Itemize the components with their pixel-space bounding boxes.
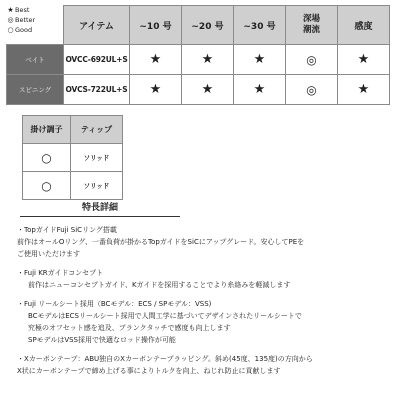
feature-text: SPモデルはVSS採用で快適なロッド操作が可能 [28,336,176,344]
double-circle-icon: ◎ [286,45,338,75]
legend-label: Good [15,26,33,34]
star-icon: ★ [234,75,286,105]
features-title: 特長詳細 [20,202,180,217]
circle-icon: ○ [23,172,71,200]
circle-icon: ○ [23,144,71,172]
feature-text: X状にカーボンテープで締め上げる事によりトルクを向上、ねじれ防止に貢献します [17,367,281,375]
star-icon: ★ [130,45,182,75]
star-icon: ★ [7,6,14,14]
features-list [17,224,397,384]
feature-heading: ・Xカーボンテープ：ABU独自のXカーボンテープラッピング。斜め(45度、135度)の方向から [17,355,313,363]
row-type: ベイト [7,45,64,75]
legend-item [6,15,35,25]
table-row [7,75,390,105]
header-30: ~30 号 [234,6,286,45]
legend-label: Best [15,6,30,14]
star-icon: ★ [338,45,390,75]
feature-text: 前作はオールOリング、一番負荷が掛かるTopガイドをSiCにアップグレード。安心してPEを [17,238,305,246]
header-deep-current [286,6,338,45]
legend-item [6,5,35,15]
feature-text: 究極のオフセット感を追及、ブランクタッチで感度も向上します [28,324,231,332]
feature-heading: ・Fuji KRガイドコンセプト [17,269,104,277]
feature-item [17,224,397,260]
tip-value: ソリッド [71,172,123,200]
rating-table-header [7,6,390,45]
star-icon: ★ [182,75,234,105]
feature-item [17,298,397,346]
star-icon: ★ [338,75,390,105]
tip-value: ソリッド [71,144,123,172]
header-10: ~10 号 [130,6,182,45]
feature-item [17,267,397,291]
header-sensitivity: 感度 [338,6,390,45]
header-20: ~20 号 [182,6,234,45]
header-deep-current-text: 深場 潮流 [302,14,320,35]
table-row [23,172,123,200]
header-item: アイテム [64,6,130,45]
double-circle-icon: ◎ [7,16,14,24]
feature-item [17,353,397,377]
double-circle-icon: ◎ [286,75,338,105]
star-icon: ★ [182,45,234,75]
rating-table [6,5,390,105]
star-icon: ★ [130,75,182,105]
table-row [7,45,390,75]
star-icon: ★ [234,45,286,75]
header-taper: 掛け調子 [23,116,71,144]
tip-table [22,115,123,200]
header-tip: ティップ [71,116,123,144]
circle-icon: ○ [7,26,14,34]
row-model: OVCS-722UL+S [64,75,130,105]
feature-text: 前作はニューコンセプトガイド、Kガイドを採用することでより糸絡みを軽減します [28,281,291,289]
legend-label: Better [15,16,36,24]
legend [6,5,35,35]
feature-text: BCモデルはECSリールシート採用で人間工学に基づいてデザインされたリールシートで [28,312,302,320]
row-model: OVCC-692UL+S [64,45,130,75]
tip-table-header [23,116,123,144]
legend-item [6,25,35,35]
feature-heading: ・Fuji リールシート採用（BCモデル：ECS / SPモデル：VSS) [17,300,212,308]
feature-heading: ・TopガイドFuji SiCリング搭載 [17,226,117,234]
row-type: スピニング [7,75,64,105]
feature-text: ご使用いただけます [17,250,80,258]
table-row [23,144,123,172]
